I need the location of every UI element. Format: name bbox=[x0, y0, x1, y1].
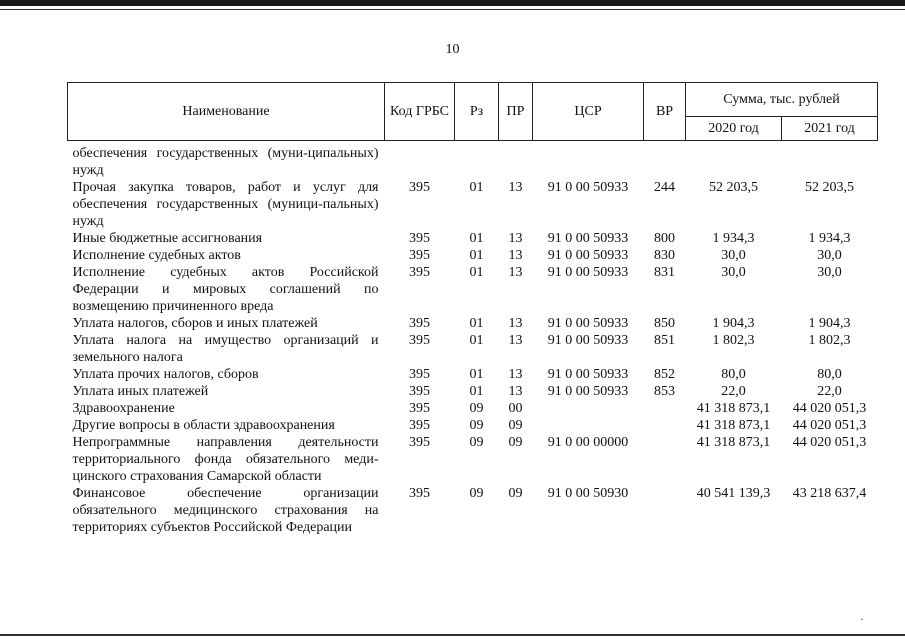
cell-name: Уплата прочих налогов, сборов bbox=[72, 367, 259, 382]
table-row bbox=[68, 315, 878, 332]
table-row bbox=[68, 417, 878, 434]
cell-pr bbox=[499, 141, 533, 180]
cell-s2021: 52 203,5 bbox=[805, 180, 854, 195]
cell-pr: 09 bbox=[508, 486, 523, 501]
cell-name: Непрограммные направления деятельности территориального фонда обязательного меди-цинского страхования Самарской области bbox=[72, 435, 379, 484]
cell-grbs: 395 bbox=[409, 248, 430, 263]
cell-pr: 13 bbox=[508, 316, 523, 331]
cell-s2020: 30,0 bbox=[721, 248, 746, 263]
cell-vr: 853 bbox=[654, 384, 675, 399]
cell-name: обеспечения государственных (муни-ципальных) нужд bbox=[72, 146, 379, 178]
cell-vr bbox=[644, 400, 686, 417]
cell-csr: 91 0 00 50933 bbox=[547, 333, 629, 348]
cell-rz: 01 bbox=[469, 316, 484, 331]
cell-vr: 800 bbox=[654, 231, 675, 246]
cell-rz: 01 bbox=[469, 180, 484, 195]
cell-grbs: 395 bbox=[409, 333, 430, 348]
cell-s2020: 80,0 bbox=[721, 367, 746, 382]
cell-s2021: 30,0 bbox=[817, 265, 842, 280]
table-row bbox=[68, 230, 878, 247]
cell-pr: 13 bbox=[508, 265, 523, 280]
cell-s2020: 52 203,5 bbox=[709, 180, 758, 195]
table-row bbox=[68, 264, 878, 315]
cell-pr: 00 bbox=[508, 401, 523, 416]
cell-pr: 13 bbox=[508, 384, 523, 399]
table-row bbox=[68, 141, 878, 180]
header-vr: ВР bbox=[644, 83, 686, 141]
cell-name: Прочая закупка товаров, работ и услуг для обеспечения государственных (муници-пальных) нужд bbox=[72, 180, 379, 229]
budget-table bbox=[67, 82, 878, 536]
cell-name: Другие вопросы в области здравоохранения bbox=[72, 418, 335, 433]
cell-s2021: 22,0 bbox=[817, 384, 842, 399]
header-rz: Рз bbox=[455, 83, 499, 141]
header-grbs: Код ГРБС bbox=[385, 83, 455, 141]
cell-s2020: 1 904,3 bbox=[712, 316, 755, 331]
bottom-edge-rule bbox=[0, 634, 905, 636]
cell-s2020: 41 318 873,1 bbox=[696, 435, 771, 450]
cell-csr: 91 0 00 50933 bbox=[547, 265, 629, 280]
cell-csr bbox=[533, 400, 644, 417]
cell-pr: 13 bbox=[508, 248, 523, 263]
cell-rz: 01 bbox=[469, 333, 484, 348]
cell-pr: 09 bbox=[508, 435, 523, 450]
cell-name: Уплата налога на имущество организаций и земельного налога bbox=[72, 333, 379, 365]
cell-s2020: 1 802,3 bbox=[712, 333, 755, 348]
cell-grbs: 395 bbox=[409, 401, 430, 416]
cell-vr: 850 bbox=[654, 316, 675, 331]
cell-vr: 831 bbox=[654, 265, 675, 280]
cell-grbs bbox=[385, 141, 455, 180]
cell-pr: 13 bbox=[508, 333, 523, 348]
table-row bbox=[68, 247, 878, 264]
table-row bbox=[68, 434, 878, 485]
cell-s2020 bbox=[686, 141, 782, 180]
cell-pr: 13 bbox=[508, 367, 523, 382]
cell-rz bbox=[455, 141, 499, 180]
table-row bbox=[68, 179, 878, 230]
top-edge-rule bbox=[0, 9, 905, 10]
cell-s2021: 1 802,3 bbox=[808, 333, 851, 348]
table-row bbox=[68, 383, 878, 400]
cell-s2021: 1 904,3 bbox=[808, 316, 851, 331]
cell-csr bbox=[533, 141, 644, 180]
header-pr: ПР bbox=[499, 83, 533, 141]
table-row bbox=[68, 485, 878, 536]
cell-csr bbox=[533, 417, 644, 434]
cell-rz: 01 bbox=[469, 384, 484, 399]
top-edge-bar bbox=[0, 0, 905, 6]
cell-rz: 01 bbox=[469, 231, 484, 246]
cell-s2021: 80,0 bbox=[817, 367, 842, 382]
cell-grbs: 395 bbox=[409, 316, 430, 331]
header-year-2021: 2021 год bbox=[782, 117, 878, 141]
table-row bbox=[68, 366, 878, 383]
cell-rz: 01 bbox=[469, 367, 484, 382]
cell-s2020: 41 318 873,1 bbox=[696, 418, 771, 433]
cell-s2020: 30,0 bbox=[721, 265, 746, 280]
cell-csr: 91 0 00 50933 bbox=[547, 248, 629, 263]
cell-pr: 09 bbox=[508, 418, 523, 433]
cell-grbs: 395 bbox=[409, 486, 430, 501]
cell-rz: 09 bbox=[469, 486, 484, 501]
header-csr: ЦСР bbox=[533, 83, 644, 141]
cell-rz: 01 bbox=[469, 248, 484, 263]
cell-name: Исполнение судебных актов Российской Федерации и мировых соглашений по возмещению причиненного вреда bbox=[72, 265, 379, 314]
cell-s2020: 1 934,3 bbox=[712, 231, 755, 246]
scan-mark: · bbox=[860, 612, 864, 626]
cell-s2021: 1 934,3 bbox=[808, 231, 851, 246]
table-row bbox=[68, 332, 878, 366]
cell-grbs: 395 bbox=[409, 367, 430, 382]
table-row bbox=[68, 400, 878, 417]
header-year-2020: 2020 год bbox=[686, 117, 782, 141]
cell-vr bbox=[644, 417, 686, 434]
cell-csr: 91 0 00 50933 bbox=[547, 384, 629, 399]
cell-vr bbox=[644, 434, 686, 485]
table-body bbox=[68, 141, 878, 537]
cell-csr: 91 0 00 50933 bbox=[547, 180, 629, 195]
cell-s2021: 44 020 051,3 bbox=[792, 401, 867, 416]
cell-name: Уплата налогов, сборов и иных платежей bbox=[72, 316, 318, 331]
cell-csr: 91 0 00 50933 bbox=[547, 367, 629, 382]
cell-grbs: 395 bbox=[409, 265, 430, 280]
cell-grbs: 395 bbox=[409, 418, 430, 433]
cell-s2021: 44 020 051,3 bbox=[792, 418, 867, 433]
cell-vr bbox=[644, 141, 686, 180]
cell-vr bbox=[644, 485, 686, 536]
cell-csr: 91 0 00 50933 bbox=[547, 316, 629, 331]
cell-grbs: 395 bbox=[409, 180, 430, 195]
cell-rz: 09 bbox=[469, 401, 484, 416]
cell-s2021: 43 218 637,4 bbox=[792, 486, 867, 501]
cell-grbs: 395 bbox=[409, 384, 430, 399]
cell-s2020: 40 541 139,3 bbox=[696, 486, 771, 501]
cell-name: Здравоохранение bbox=[72, 401, 175, 416]
cell-rz: 09 bbox=[469, 435, 484, 450]
cell-csr: 91 0 00 50930 bbox=[547, 486, 629, 501]
cell-s2021 bbox=[782, 141, 878, 180]
cell-name: Финансовое обеспечение организации обязательного медицинского страхования на территориях субъектов Российской Федерации bbox=[72, 486, 379, 535]
cell-pr: 13 bbox=[508, 231, 523, 246]
cell-name: Иные бюджетные ассигнования bbox=[72, 231, 263, 246]
header-sum: Сумма, тыс. рублей bbox=[686, 83, 878, 117]
cell-csr: 91 0 00 00000 bbox=[547, 435, 629, 450]
cell-csr: 91 0 00 50933 bbox=[547, 231, 629, 246]
cell-rz: 01 bbox=[469, 265, 484, 280]
page-number: 10 bbox=[445, 42, 460, 57]
cell-s2020: 22,0 bbox=[721, 384, 746, 399]
cell-s2021: 44 020 051,3 bbox=[792, 435, 867, 450]
cell-vr: 851 bbox=[654, 333, 675, 348]
header-name: Наименование bbox=[68, 83, 385, 141]
cell-vr: 830 bbox=[654, 248, 675, 263]
cell-grbs: 395 bbox=[409, 435, 430, 450]
cell-s2021: 30,0 bbox=[817, 248, 842, 263]
cell-vr: 244 bbox=[654, 180, 675, 195]
cell-pr: 13 bbox=[508, 180, 523, 195]
cell-vr: 852 bbox=[654, 367, 675, 382]
cell-name: Уплата иных платежей bbox=[72, 384, 209, 399]
cell-rz: 09 bbox=[469, 418, 484, 433]
cell-s2020: 41 318 873,1 bbox=[696, 401, 771, 416]
cell-grbs: 395 bbox=[409, 231, 430, 246]
cell-name: Исполнение судебных актов bbox=[72, 248, 241, 263]
